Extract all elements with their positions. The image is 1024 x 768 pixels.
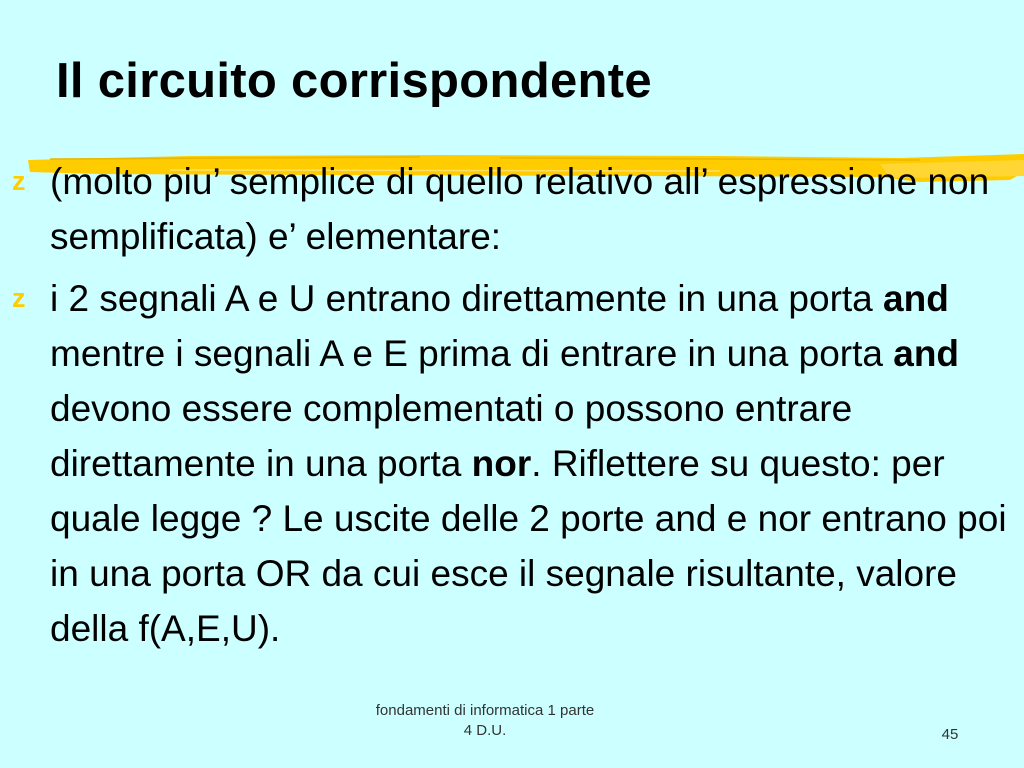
bold-keyword-and-1: and bbox=[883, 278, 949, 319]
slide-title: Il circuito corrispondente bbox=[56, 54, 652, 108]
bullet-item-1 bbox=[0, 154, 1010, 264]
z-bullet-icon: z bbox=[12, 283, 26, 313]
footer-line-1: fondamenti di informatica 1 parte bbox=[375, 702, 595, 719]
bullet-text-2c: devono essere complementati o possono entrare direttamente in una porta bbox=[50, 388, 853, 484]
bullet-list bbox=[0, 154, 1010, 663]
bullet-text-1: (molto piu’ semplice di quello relativo all’ espressione non semplificata) e’ elementare: bbox=[50, 161, 990, 257]
bold-keyword-nor: nor bbox=[471, 443, 532, 484]
z-bullet-icon: z bbox=[12, 166, 26, 196]
bullet-text-2d: . Riflettere su questo: per quale legge ? Le uscite delle 2 porte and e nor entrano poi in una porta OR da cui esce il segnale risultante, valore della f(A,E,U). bbox=[50, 443, 1007, 649]
slide-number: 45 bbox=[941, 726, 959, 743]
bold-keyword-and-2: and bbox=[893, 333, 960, 374]
footer-line-2: 4 D.U. bbox=[463, 722, 507, 739]
slide-footer bbox=[340, 701, 630, 741]
bullet-text-2b: mentre i segnali A e E prima di entrare in una porta bbox=[50, 333, 894, 374]
bullet-item-2 bbox=[0, 271, 1010, 656]
bullet-text-2a: i 2 segnali A e U entrano direttamente in una porta bbox=[50, 278, 884, 319]
